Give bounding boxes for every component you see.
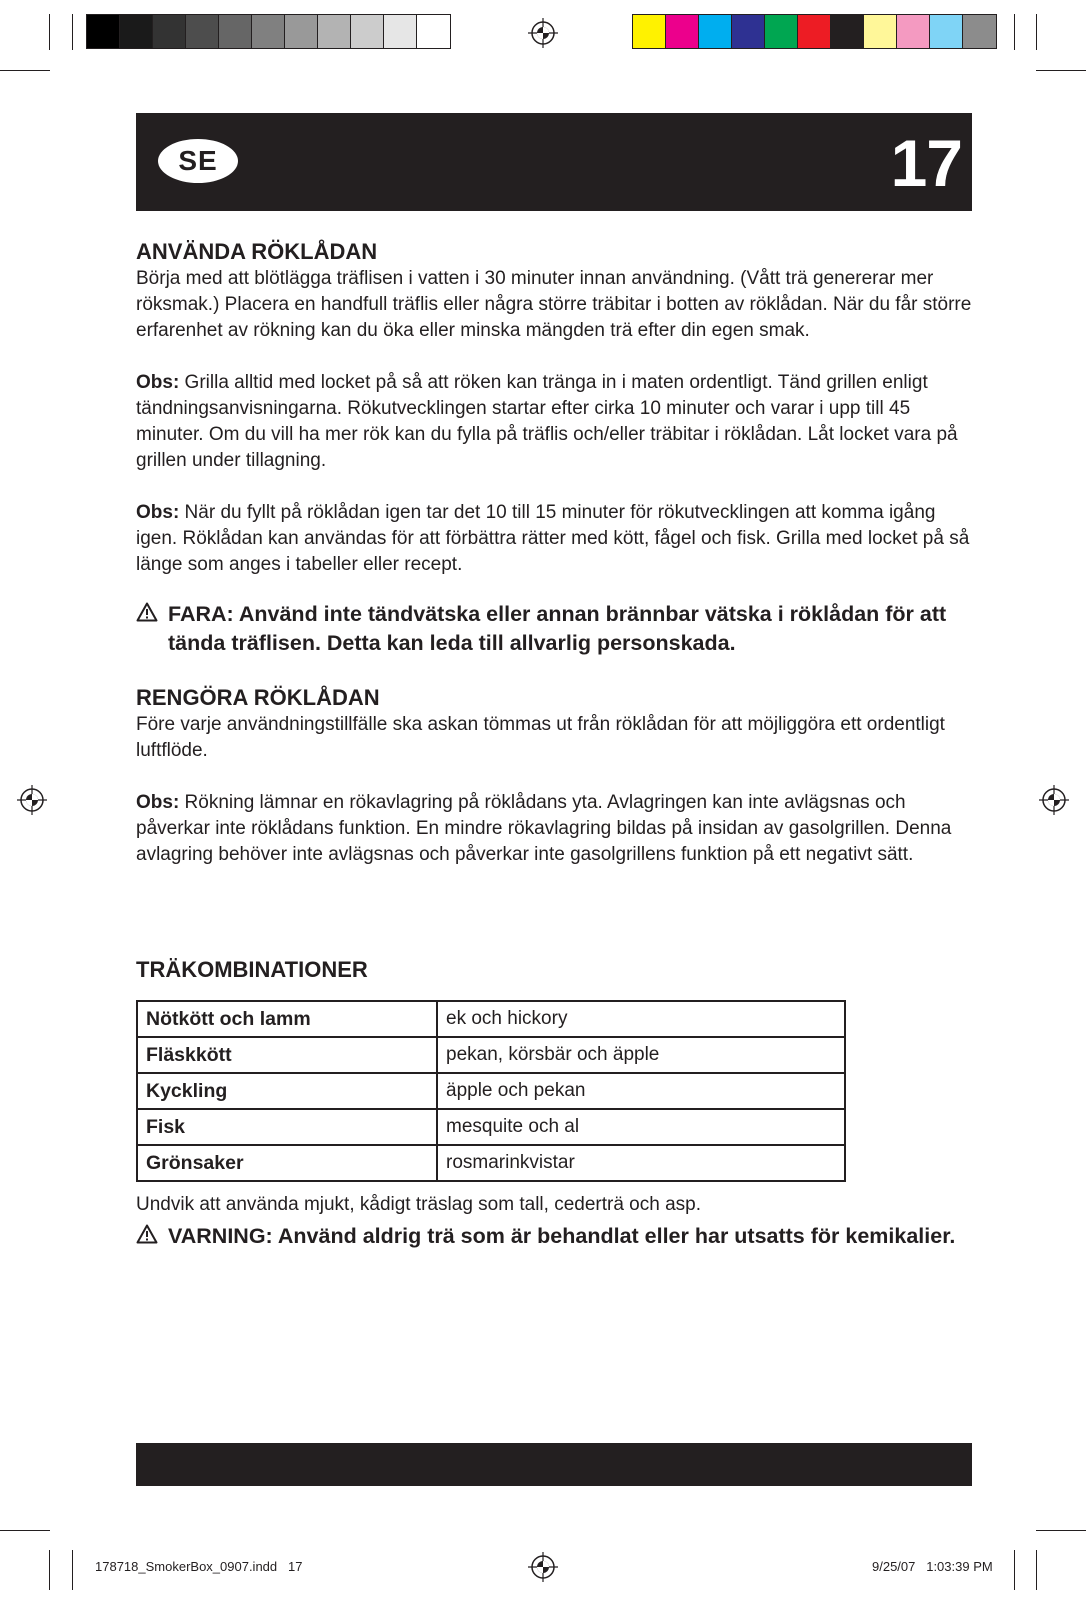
wood-cell: pekan, körsbär och äpple [437,1037,845,1073]
process-color-bar [632,14,997,49]
process-color-swatch [930,15,963,48]
registration-mark-icon [1039,785,1069,815]
note-text: När du fyllt på röklådan igen tar det 10 till 15 minuter för rökutvecklingen att komma igång igen. Röklådan kan användas för att förbättra rätter med kött, fågel och fisk. Grilla med locket på så länge som anges i tabeller eller recept. [136,502,970,575]
wood-combinations-table [136,1000,846,1182]
page-footer-band [136,1443,972,1486]
process-color-swatch [864,15,897,48]
grayscale-color-bar [86,14,451,49]
registration-mark-icon [17,785,47,815]
note-paragraph [136,790,972,868]
note-label: Obs: [136,792,180,813]
meat-cell: Fläskkött [137,1037,437,1073]
note-label: Obs: [136,372,180,393]
crop-mark [72,1550,73,1590]
process-color-swatch [633,15,666,48]
crop-mark [1036,1530,1086,1531]
process-color-swatch [699,15,732,48]
avoid-softwood-note: Undvik att använda mjukt, kådigt träslag som tall, cederträ och asp. [136,1194,701,1215]
table-row [137,1037,845,1073]
grayscale-swatch [186,15,219,48]
crop-mark [1036,70,1086,71]
crop-mark [1036,14,1037,50]
process-color-swatch [798,15,831,48]
process-color-swatch [765,15,798,48]
process-color-swatch [732,15,765,48]
crop-mark [49,14,50,50]
section-heading-cleaning-smoker-box: RENGÖRA RÖKLÅDAN [136,685,380,710]
warning-triangle-icon [136,1222,168,1251]
grayscale-swatch [153,15,186,48]
process-color-swatch [831,15,864,48]
warning-notice [136,1222,972,1251]
note-text: Grilla alltid med locket på så att röken kan tränga in i maten ordentligt. Tänd grillen enligt tändningsanvisningarna. Rökutvecklingen startar efter cirka 10 minuter och varar i upp till 45 minuter. Om du vill ha mer rök kan du fylla på träflis och/eller träbitar i röklådan. Låt locket vara på grillen under tillagning. [136,372,958,471]
paragraph-instructions: Börja med att blötlägga träflisen i vatten i 30 minuter innan användning. (Vått trä genererar mer röksmak.) Placera en handfull träflis eller några större träbitar i botten av röklådan. När du får större erfarenhet av rökning kan du öka eller minska mängden trä efter din egen smak. [136,268,972,341]
grayscale-swatch [120,15,153,48]
meat-cell: Nötkött och lamm [137,1001,437,1037]
registration-mark-icon [528,18,558,48]
note-paragraph [136,370,972,474]
table-row [137,1001,845,1037]
crop-mark [1036,1550,1037,1590]
section-heading-using-smoker-box: ANVÄNDA RÖKLÅDAN [136,239,378,264]
note-paragraph [136,500,972,578]
warning-text: VARNING: Använd aldrig trä som är behandlat eller har utsatts för kemikalier. [168,1224,956,1248]
crop-mark [72,14,73,50]
grayscale-swatch [417,15,450,48]
page-header-band [136,113,972,211]
crop-mark [1014,1550,1015,1590]
paragraph-cleaning: Före varje användningstillfälle ska askan tömmas ut från röklådan för att möjliggöra ett ordentligt luftflöde. [136,714,945,761]
grayscale-swatch [285,15,318,48]
slug-filename: 178718_SmokerBox_0907.indd 17 [95,1559,303,1574]
meat-cell: Grönsaker [137,1145,437,1181]
page-content [136,238,972,1251]
crop-mark [0,70,50,71]
process-color-swatch [963,15,996,48]
grayscale-swatch [87,15,120,48]
danger-text: FARA: Använd inte tändvätska eller annan brännbar vätska i röklådan för att tända träflisen. Detta kan leda till allvarlig personskada. [168,602,947,655]
wood-cell: äpple och pekan [437,1073,845,1109]
grayscale-swatch [252,15,285,48]
grayscale-swatch [318,15,351,48]
danger-notice [136,600,972,658]
table-row [137,1073,845,1109]
table-row [137,1109,845,1145]
meat-cell: Fisk [137,1109,437,1145]
page-number: 17 [890,126,962,200]
warning-triangle-icon [136,600,168,658]
wood-cell: mesquite och al [437,1109,845,1145]
crop-mark [0,1530,50,1531]
table-row [137,1145,845,1181]
wood-cell: ek och hickory [437,1001,845,1037]
crop-mark [49,1550,50,1590]
note-label: Obs: [136,502,180,523]
wood-cell: rosmarinkvistar [437,1145,845,1181]
grayscale-swatch [351,15,384,48]
grayscale-swatch [384,15,417,48]
registration-mark-icon [528,1552,558,1582]
slug-datetime: 9/25/07 1:03:39 PM [872,1559,993,1574]
crop-mark [1014,14,1015,50]
process-color-swatch [666,15,699,48]
language-badge: SE [158,139,238,183]
process-color-swatch [897,15,930,48]
meat-cell: Kyckling [137,1073,437,1109]
note-text: Rökning lämnar en rökavlagring på röklådans yta. Avlagringen kan inte avlägsnas och påverkar inte röklådans funktion. En mindre rökavlagring bildas på insidan av gasolgrillen. Denna avlagring behöver inte avlägsnas och påverkar inte gasolgrillens funktion på ett negativt sätt. [136,792,952,865]
section-heading-wood-combinations: TRÄKOMBINATIONER [136,957,368,982]
grayscale-swatch [219,15,252,48]
